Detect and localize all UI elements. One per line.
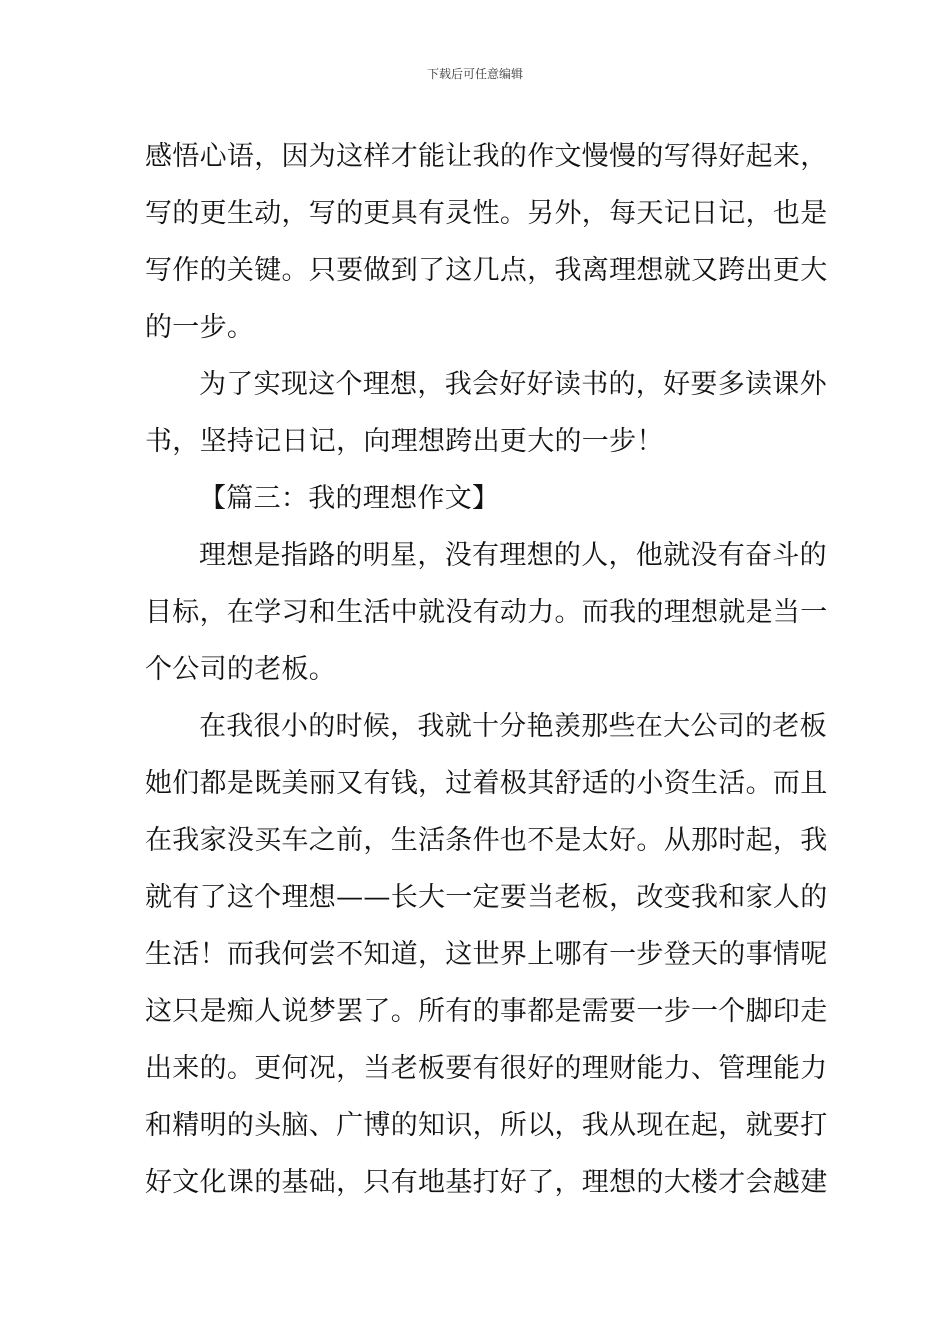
text-line: 就有了这个理想——长大一定要当老板，改变我和家人的 <box>145 882 828 913</box>
text-line: 出来的。更何况，当老板要有很好的理财能力、管理能力 <box>145 1053 828 1084</box>
text-line: 个公司的老板。 <box>145 654 337 685</box>
text-line: 书，坚持记日记，向理想跨出更大的一步！ <box>145 426 664 457</box>
document-body <box>145 128 828 1211</box>
text-line: 生活！而我何尝不知道，这世界上哪有一步登天的事情呢 <box>145 939 828 970</box>
text-line: 写的更生动，写的更具有灵性。另外，每天记日记，也是 <box>145 198 828 229</box>
section-heading: 【篇三：我的理想作文】 <box>199 483 500 514</box>
text-line: 的一步。 <box>145 312 255 343</box>
text-line: 目标，在学习和生活中就没有动力。而我的理想就是当一 <box>145 597 828 628</box>
paragraph-first-line: 为了实现这个理想，我会好好读书的，好要多读课外 <box>199 369 827 400</box>
paragraph-first-line: 在我很小的时候，我就十分艳羡那些在大公司的老板 <box>199 711 827 742</box>
text-line: 和精明的头脑、广博的知识，所以，我从现在起，就要打 <box>145 1110 828 1141</box>
paragraph-first-line: 理想是指路的明星，没有理想的人，他就没有奋斗的 <box>199 540 827 571</box>
text-line: 这只是痴人说梦罢了。所有的事都是需要一步一个脚印走 <box>145 996 828 1027</box>
text-line: 她们都是既美丽又有钱，过着极其舒适的小资生活。而且 <box>145 768 828 799</box>
page-header: 下载后可任意编辑 <box>426 67 523 81</box>
text-line: 在我家没买车之前，生活条件也不是太好。从那时起，我 <box>145 825 828 856</box>
text-line: 好文化课的基础，只有地基打好了，理想的大楼才会越建 <box>145 1167 828 1198</box>
text-line: 感悟心语，因为这样才能让我的作文慢慢的写得好起来， <box>145 141 828 172</box>
text-line: 写作的关键。只要做到了这几点，我离理想就又跨出更大 <box>145 255 828 286</box>
